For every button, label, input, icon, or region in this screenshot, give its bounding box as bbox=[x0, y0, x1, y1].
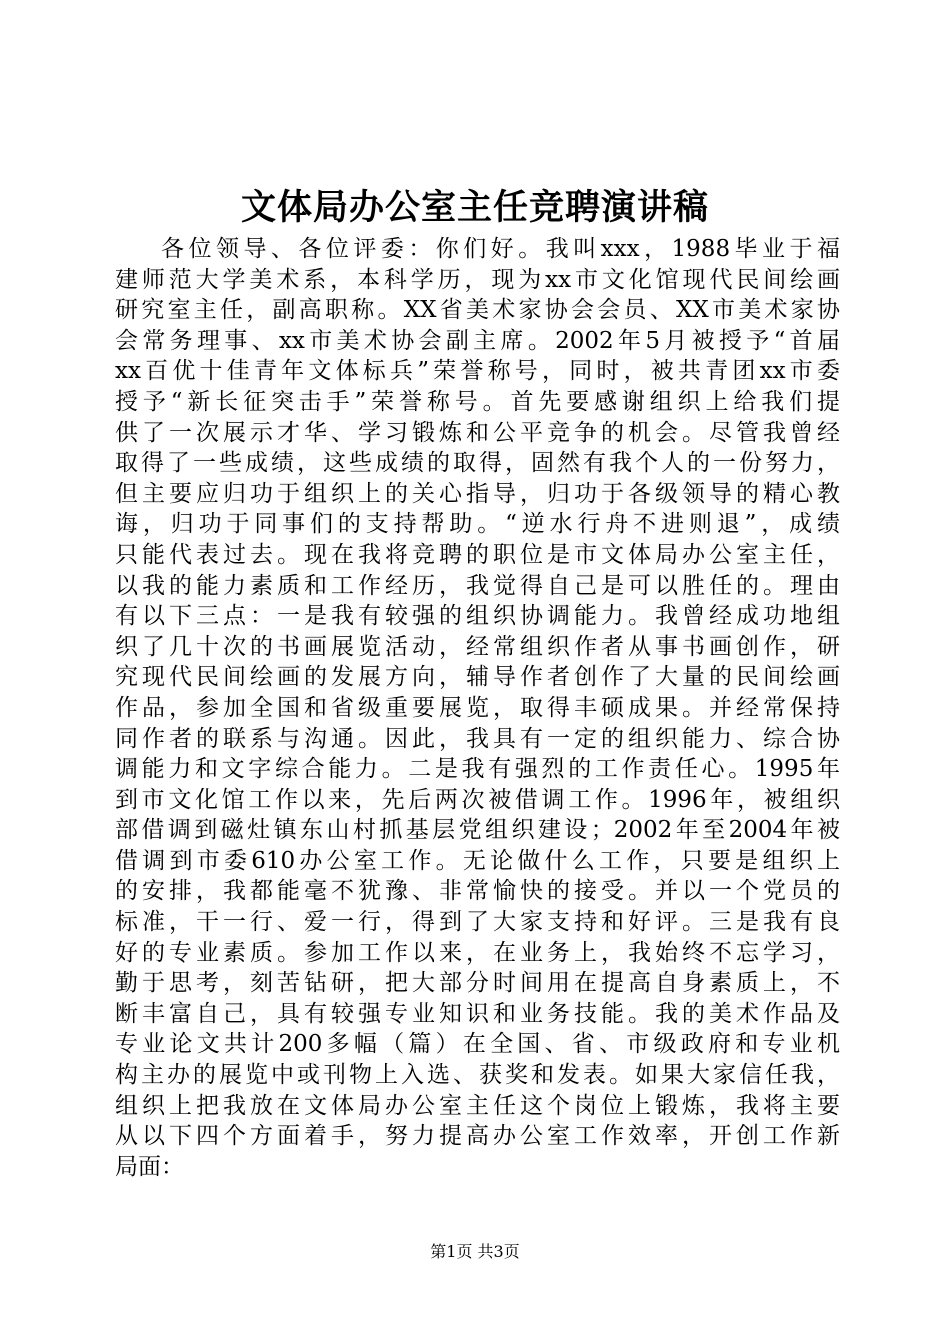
body-line: 部借调到磁灶镇东山村抓基层党组织建设；2002年至2004年被 bbox=[115, 817, 840, 844]
body-line: 研究室主任，副高职称。XX省美术家协会会员、XX市美术家协 bbox=[115, 297, 840, 324]
body-line: 同作者的联系与沟通。因此，我具有一定的组织能力、综合协 bbox=[115, 725, 840, 752]
body-line: 从以下四个方面着手，努力提高办公室工作效率，开创工作新 bbox=[115, 1123, 840, 1150]
body-line: 织了几十次的书画展览活动，经常组织作者从事书画创作，研 bbox=[115, 633, 840, 660]
body-line: 取得了一些成绩，这些成绩的取得，固然有我个人的一份努力， bbox=[115, 450, 840, 477]
page-number: 第1页 共3页 bbox=[430, 1242, 520, 1261]
body-line: 的安排，我都能毫不犹豫、非常愉快的接受。并以一个党员的 bbox=[115, 878, 840, 905]
body-line: 作品，参加全国和省级重要展览，取得丰硕成果。并经常保持 bbox=[115, 694, 840, 721]
body-line: 勤于思考，刻苦钻研，把大部分时间用在提高自身素质上，不 bbox=[115, 970, 840, 997]
body-line: 专业论文共计200多幅（篇）在全国、省、市级政府和专业机 bbox=[115, 1031, 840, 1058]
body-line: 各位领导、各位评委：你们好。我叫xxx，1988毕业于福 bbox=[161, 236, 840, 262]
body-line: 授予“新长征突击手”荣誉称号。首先要感谢组织上给我们提 bbox=[115, 388, 840, 415]
body-line: 局面： bbox=[115, 1153, 184, 1180]
body-line: 诲，归功于同事们的支持帮助。“逆水行舟不进则退”，成绩 bbox=[115, 511, 840, 538]
body-line: 会常务理事、xx市美术协会副主席。2002年5月被授予“首届 bbox=[115, 327, 840, 354]
body-line: 断丰富自己，具有较强专业知识和业务技能。我的美术作品及 bbox=[115, 1000, 840, 1027]
body-line: 组织上把我放在文体局办公室主任这个岗位上锻炼，我将主要 bbox=[115, 1092, 840, 1119]
body-line: 标准，干一行、爱一行，得到了大家支持和好评。三是我有良 bbox=[115, 909, 840, 936]
body-line: 好的专业素质。参加工作以来，在业务上，我始终不忘学习， bbox=[115, 939, 840, 966]
body-line: 建师范大学美术系，本科学历，现为xx市文化馆现代民间绘画 bbox=[115, 266, 840, 293]
body-line: 但主要应归功于组织上的关心指导，归功于各级领导的精心教 bbox=[115, 480, 840, 507]
body-line: xx百优十佳青年文体标兵”荣誉称号，同时，被共青团xx市委 bbox=[115, 358, 840, 385]
body-line: 只能代表过去。现在我将竞聘的职位是市文体局办公室主任， bbox=[115, 541, 840, 568]
body-line: 借调到市委610办公室工作。无论做什么工作，只要是组织上 bbox=[115, 847, 840, 874]
body-line: 构主办的展览中或刊物上入选、获奖和发表。如果大家信任我， bbox=[115, 1062, 840, 1089]
speech-body bbox=[115, 234, 840, 1182]
body-line: 供了一次展示才华、学习锻炼和公平竞争的机会。尽管我曾经 bbox=[115, 419, 840, 446]
body-line: 究现代民间绘画的发展方向，辅导作者创作了大量的民间绘画 bbox=[115, 664, 840, 691]
document-title: 文体局办公室主任竞聘演讲稿 bbox=[240, 187, 709, 228]
body-line: 调能力和文字综合能力。二是我有强烈的工作责任心。1995年 bbox=[115, 756, 840, 783]
body-line: 以我的能力素质和工作经历，我觉得自己是可以胜任的。理由 bbox=[115, 572, 840, 599]
body-line: 有以下三点：一是我有较强的组织协调能力。我曾经成功地组 bbox=[115, 603, 840, 630]
body-line: 到市文化馆工作以来，先后两次被借调工作。1996年，被组织 bbox=[115, 786, 840, 813]
